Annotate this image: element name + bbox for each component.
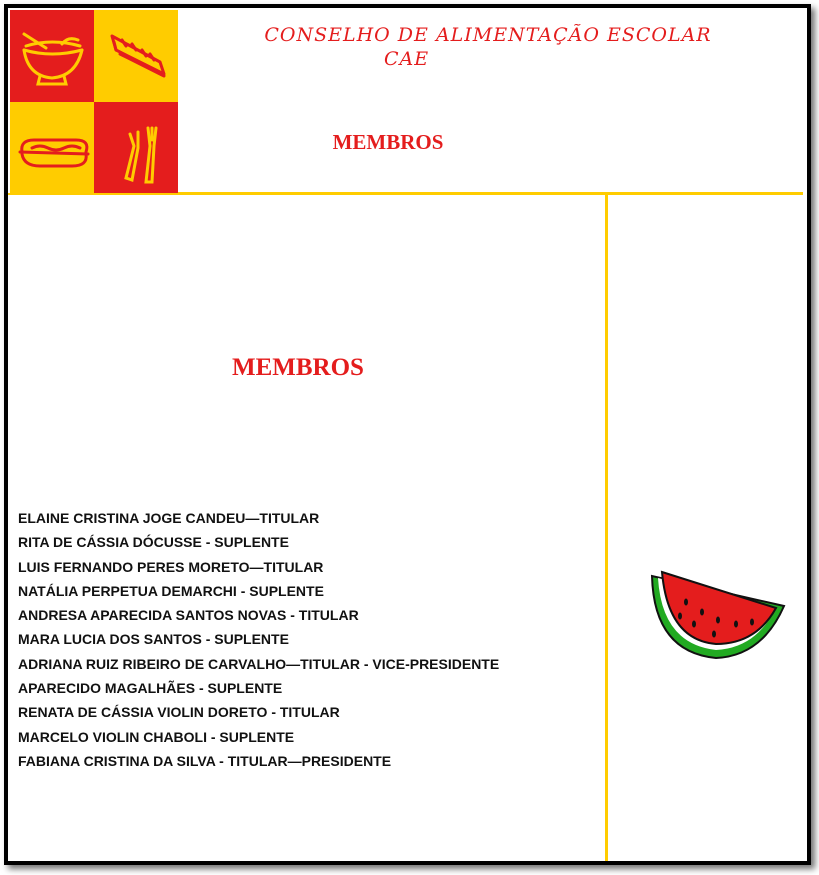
header-divider [178, 192, 803, 195]
header-divider-left [8, 193, 178, 195]
council-title: CONSELHO DE ALIMENTAÇÃO ESCOLAR [264, 24, 712, 46]
pie-slice-icon [94, 10, 178, 102]
utensils-icon [94, 102, 178, 194]
member-item: NATÁLIA PERPETUA DEMARCHI - SUPLENTE [18, 582, 324, 599]
member-item: APARECIDO MAGALHÃES - SUPLENTE [18, 680, 283, 697]
member-item: MARA LUCIA DOS SANTOS - SUPLENTE [18, 631, 289, 648]
column-divider [605, 195, 608, 861]
member-item: LUIS FERNANDO PERES MORETO—TITULAR [18, 558, 324, 575]
members-list [18, 506, 499, 773]
hotdog-icon [10, 102, 94, 194]
members-heading: MEMBROS [232, 354, 364, 381]
member-item: MARCELO VIOLIN CHABOLI - SUPLENTE [18, 728, 295, 745]
member-item: FABIANA CRISTINA DA SILVA - TITULAR—PRESIDENTE [18, 752, 392, 769]
watermelon-icon [644, 564, 786, 669]
council-acronym: CAE [384, 48, 430, 70]
member-item: ADRIANA RUIZ RIBEIRO DE CARVALHO—TITULAR - VICE-PRESIDENTE [18, 655, 500, 672]
member-item: RITA DE CÁSSIA DÓCUSSE - SUPLENTE [18, 534, 289, 551]
member-item: ELAINE CRISTINA JOGE CANDEU—TITULAR [18, 510, 320, 526]
member-item: RENATA DE CÁSSIA VIOLIN DORETO - TITULAR [18, 704, 340, 721]
page-frame [4, 4, 811, 865]
bowl-icon [10, 10, 94, 102]
member-item: ANDRESA APARECIDA SANTOS NOVAS - TITULAR [18, 607, 359, 624]
header-section-title: MEMBROS [332, 130, 444, 154]
